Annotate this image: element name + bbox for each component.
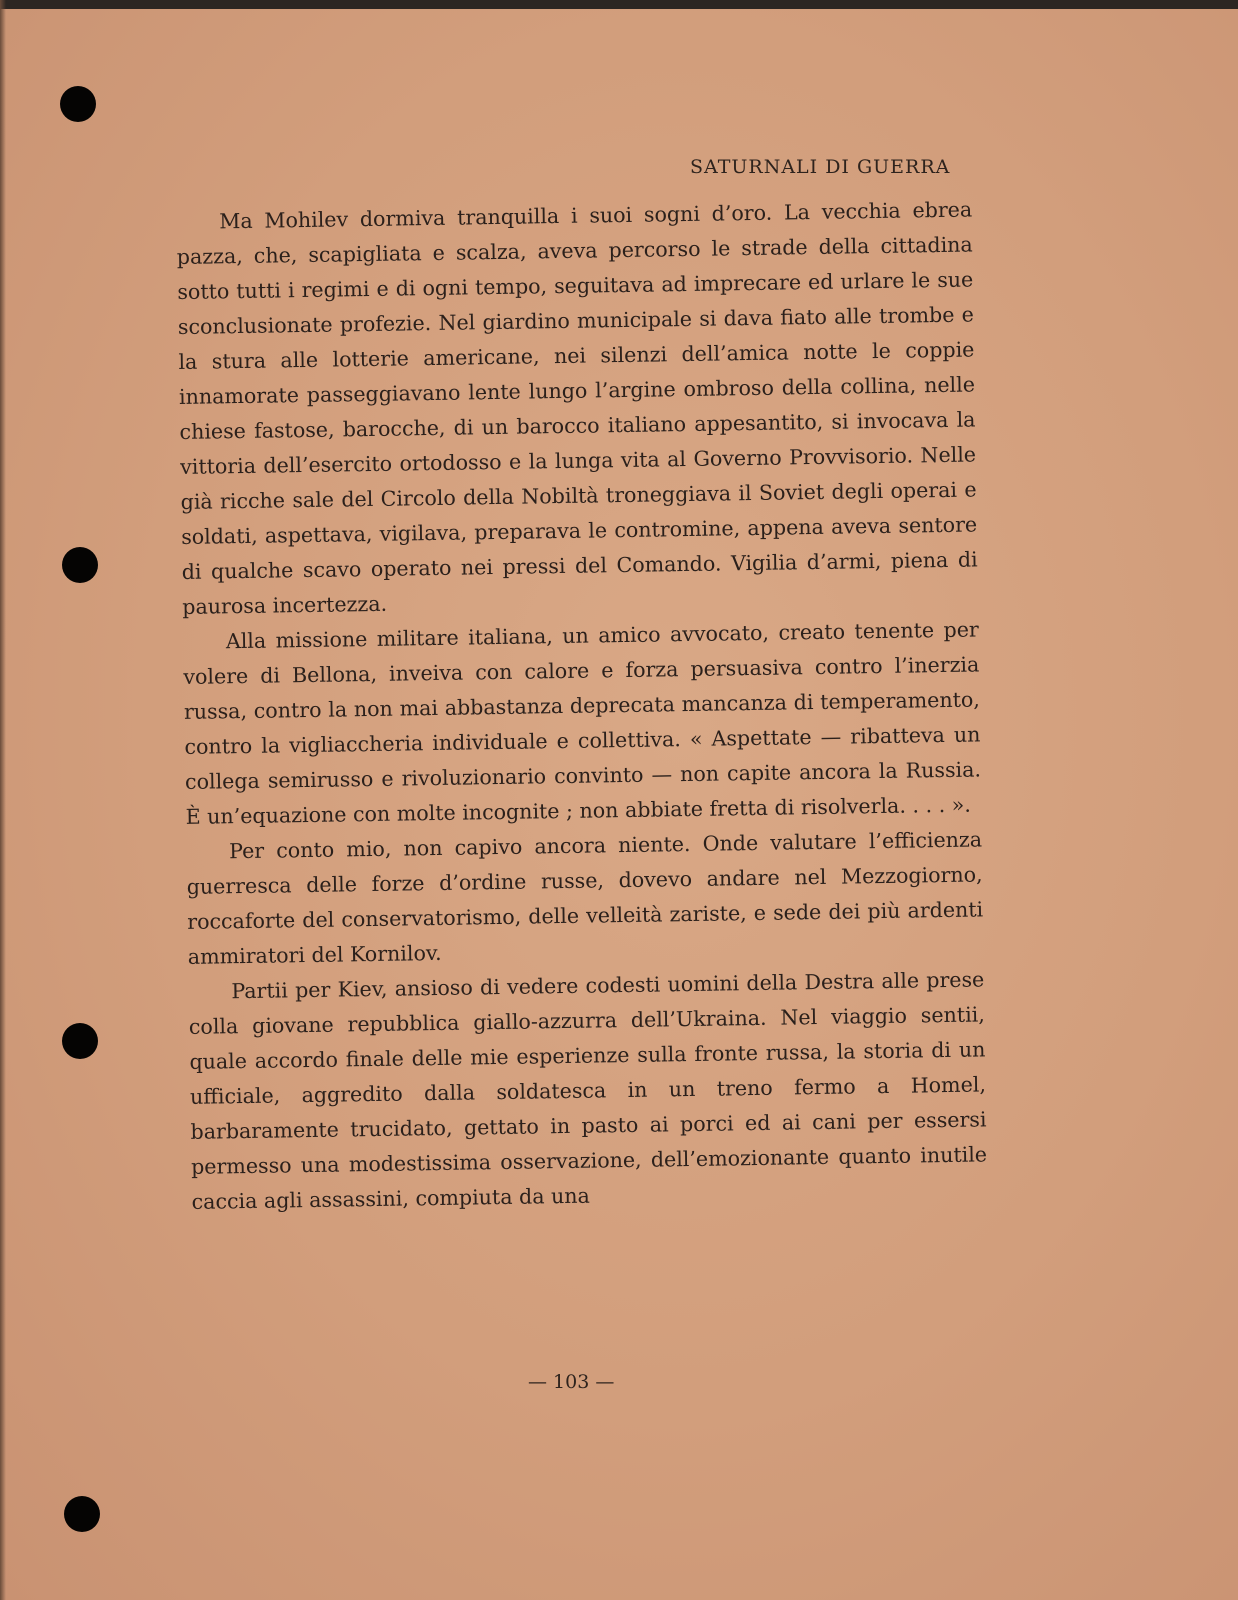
- paragraph-4: Partii per Kiev, ansioso di vedere codesti uomini della Destra alle prese colla giovane repubblica giallo-azzurra dell’Ukraina. Nel viaggio sentii, quale accordo finale delle mie esperienze sulla fronte russa, la storia di un ufficiale, aggredito dalla soldatesca in un treno fermo a Homel, barbaramente trucidato, gettato in pasto ai porci ed ai cani per essersi permesso una modestissima osservazione, dell’emozionante quanto inutile caccia agli assassini, compiuta da una: [188, 967, 988, 1214]
- paragraph-1: Ma Mohilev dormiva tranquilla i suoi sogni d’oro. La vecchia ebrea pazza, che, scapigliata e scalza, aveva percorso le strade della cittadina sotto tutti i regimi e di ogni tempo, seguitava ad imprecare ed urlare le sue sconclusionate profezie. Nel giardino municipale si dava fiato alle trombe e la stura alle lotterie americane, nei silenzi dell’amica notte le coppie innamorate passeggiavano lente lungo l’argine ombroso della collina, nelle chiese fastose, barocche, di un barocco italiano appesantito, si invocava la vittoria dell’esercito ortodosso e la lunga vita al Governo Provvisorio. Nelle già ricche sale del Circolo della Nobiltà troneggiava il Soviet degli operai e soldati, aspettava, vigilava, preparava le contromine, appena aveva sentore di qualche scavo operato nei pressi del Comando. Vigilia d’armi, piena di paurosa incertezza.: [176, 197, 978, 619]
- punch-hole-3: [62, 1023, 98, 1059]
- punch-hole-2: [62, 547, 98, 583]
- punch-hole-4: [64, 1496, 100, 1532]
- running-head: SATURNALI DI GUERRA: [690, 156, 951, 178]
- paragraph-2: Alla missione militare italiana, un amico avvocato, creato tenente per volere di Bellona, inveiva con calore e forza persuasiva contro l’inerzia russa, contro la non mai abbastanza deprecata mancanza di temperamento, contro la vigliaccheria individuale e collettiva. « Aspettate — ribatteva un collega semirusso e rivoluzionario convinto — non capite ancora la Russia. È un’equazione con molte incognite ; non abbiate fretta di risolverla. . . . ».: [183, 617, 982, 829]
- page-top-edge: [0, 0, 1238, 9]
- page-left-edge: [0, 0, 6, 1600]
- paragraph-3: Per conto mio, non capivo ancora niente. Onde valutare l’efficienza guerresca delle forze d’ordine russe, dovevo andare nel Mezzogiorno, roccaforte del conservatorismo, delle velleità zariste, e sede dei più ardenti ammiratori del Kornilov.: [186, 827, 984, 969]
- body-text: [176, 192, 988, 1219]
- page-number: — 103 —: [528, 1371, 615, 1393]
- punch-hole-1: [60, 86, 96, 122]
